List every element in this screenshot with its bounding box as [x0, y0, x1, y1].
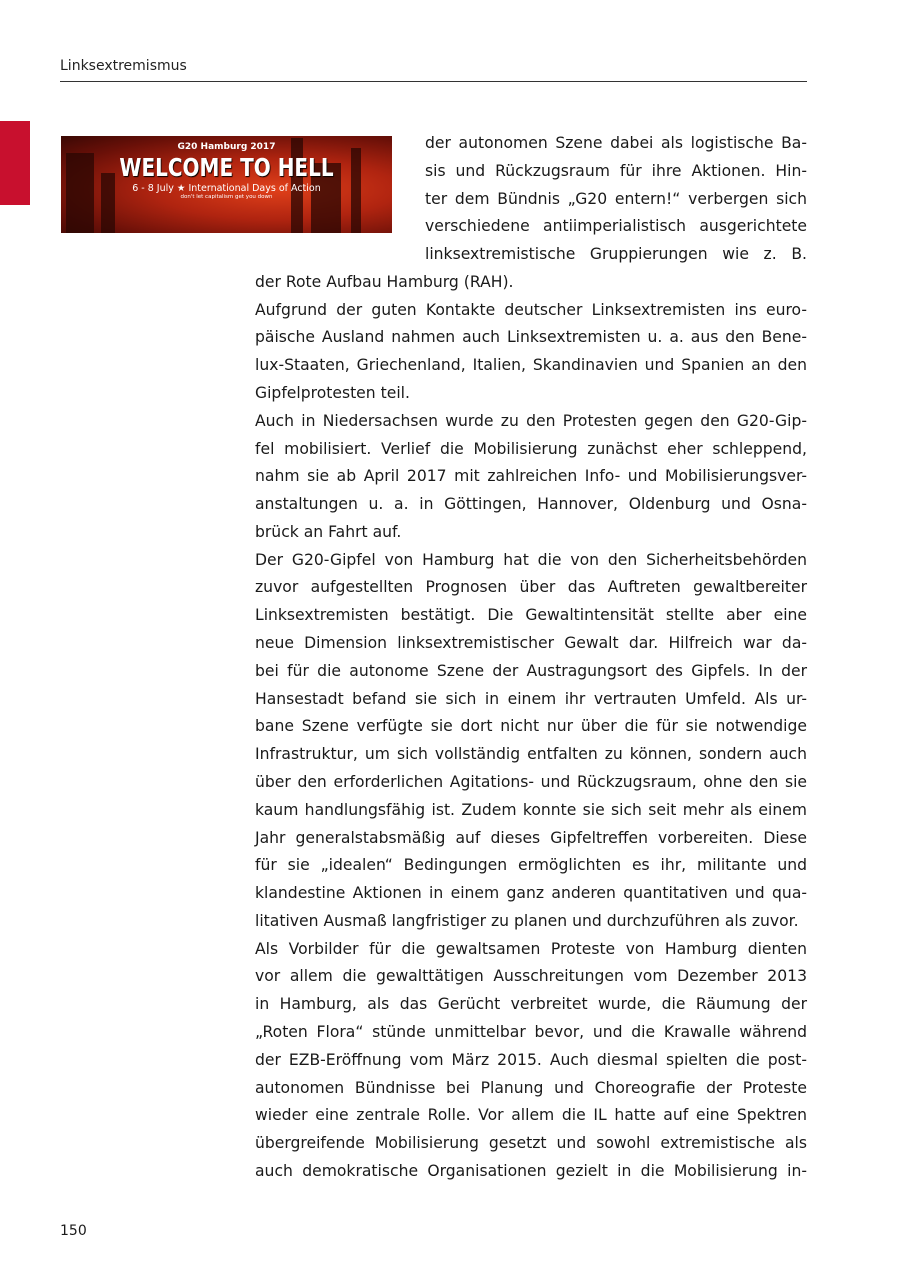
text-line: Als Vorbilder für die gewaltsamen Proteste von Hamburg dienten	[255, 939, 807, 958]
text-line: Gipfelprotesten teil.	[255, 384, 410, 403]
text-line: über den erforderlichen Agitations- und Rückzugsraum, ohne den sie	[255, 772, 807, 791]
text-line: zuvor aufgestellten Prognosen über das Auftreten gewaltbereiter	[255, 578, 807, 597]
text-line: bane Szene verfügte sie dort nicht nur über die für sie notwendige	[255, 717, 807, 736]
page-number: 150	[60, 1223, 87, 1239]
banner-dates: 6 - 8 July ★ International Days of Action	[132, 183, 321, 194]
running-header: Linksextremismus	[60, 58, 187, 74]
text-line: der EZB-Eröffnung vom März 2015. Auch diesmal spielten die post-	[255, 1050, 807, 1069]
text-line: vor allem die gewalttätigen Ausschreitungen vom Dezember 2013	[255, 967, 807, 986]
text-line: in Hamburg, als das Gerücht verbreitet wurde, die Räumung der	[255, 995, 807, 1014]
text-line: auch demokratische Organisationen gezielt in die Mobilisierung in-	[255, 1161, 807, 1180]
text-line: Hansestadt befand sie sich in einem ihr vertrauten Umfeld. Als ur-	[255, 689, 807, 708]
chapter-marker	[0, 121, 30, 205]
text-line: bei für die autonome Szene der Austragungsort des Gipfels. In der	[255, 661, 807, 680]
text-line: klandestine Aktionen in einem ganz anderen quantitativen und qua-	[255, 884, 807, 903]
text-line: ter dem Bündnis „G20 entern!“ verbergen sich	[425, 189, 807, 208]
text-line: verschiedene antiimperialistisch ausgerichtete	[425, 217, 807, 236]
text-line: wieder eine zentrale Rolle. Vor allem die IL hatte auf eine Spektren	[255, 1106, 807, 1125]
text-line: Linksextremisten bestätigt. Die Gewaltintensität stellte aber eine	[255, 606, 807, 625]
text-line: der Rote Aufbau Hamburg (RAH).	[255, 272, 514, 291]
text-line: übergreifende Mobilisierung gesetzt und sowohl extremistische als	[255, 1134, 807, 1153]
banner-subtitle: G20 Hamburg 2017	[177, 142, 276, 152]
text-line: päische Ausland nahmen auch Linksextremisten u. a. aus den Bene-	[255, 328, 807, 347]
text-line: Auch in Niedersachsen wurde zu den Protesten gegen den G20-Gip-	[255, 411, 807, 430]
text-line: kaum handlungsfähig ist. Zudem konnte sie sich seit mehr als einem	[255, 800, 807, 819]
text-line: fel mobilisiert. Verlief die Mobilisierung zunächst eher schleppend,	[255, 439, 807, 458]
text-line: neue Dimension linksextremistischer Gewalt dar. Hilfreich war da-	[255, 634, 807, 653]
text-line: Infrastruktur, um sich vollständig entfalten zu können, sondern auch	[255, 745, 807, 764]
welcome-to-hell-banner-image	[61, 136, 392, 233]
text-line: der autonomen Szene dabei als logistische Ba-	[425, 134, 807, 152]
banner-title: WELCOME TO HELL	[119, 153, 334, 182]
text-line: brück an Fahrt auf.	[255, 522, 402, 541]
text-line: lux-Staaten, Griechenland, Italien, Skandinavien und Spanien an den	[255, 356, 807, 375]
text-line: anstaltungen u. a. in Göttingen, Hannover, Oldenburg und Osna-	[255, 495, 807, 514]
text-line: Der G20-Gipfel von Hamburg hat die von den Sicherheitsbehörden	[255, 550, 807, 569]
text-line: nahm sie ab April 2017 mit zahlreichen Info- und Mobilisierungsver-	[255, 467, 807, 486]
text-line: autonomen Bündnisse bei Planung und Choreografie der Proteste	[255, 1078, 807, 1097]
text-line: sis und Rückzugsraum für ihre Aktionen. Hin-	[425, 161, 807, 180]
banner-tagline: don't let capitalism get you down	[180, 194, 273, 200]
text-line: Jahr generalstabsmäßig auf dieses Gipfeltreffen vorbereiten. Diese	[255, 828, 807, 847]
header-rule	[60, 81, 807, 82]
text-line: Aufgrund der guten Kontakte deutscher Linksextremisten ins euro-	[255, 300, 807, 319]
text-line: „Roten Flora“ stünde unmittelbar bevor, und die Krawalle während	[255, 1022, 807, 1041]
text-line: linksextremistische Gruppierungen wie z. B.	[425, 245, 807, 264]
text-line: litativen Ausmaß langfristiger zu planen und durchzuführen als zuvor.	[255, 911, 799, 930]
text-line: für sie „idealen“ Bedingungen ermöglichten es ihr, militante und	[255, 856, 807, 875]
